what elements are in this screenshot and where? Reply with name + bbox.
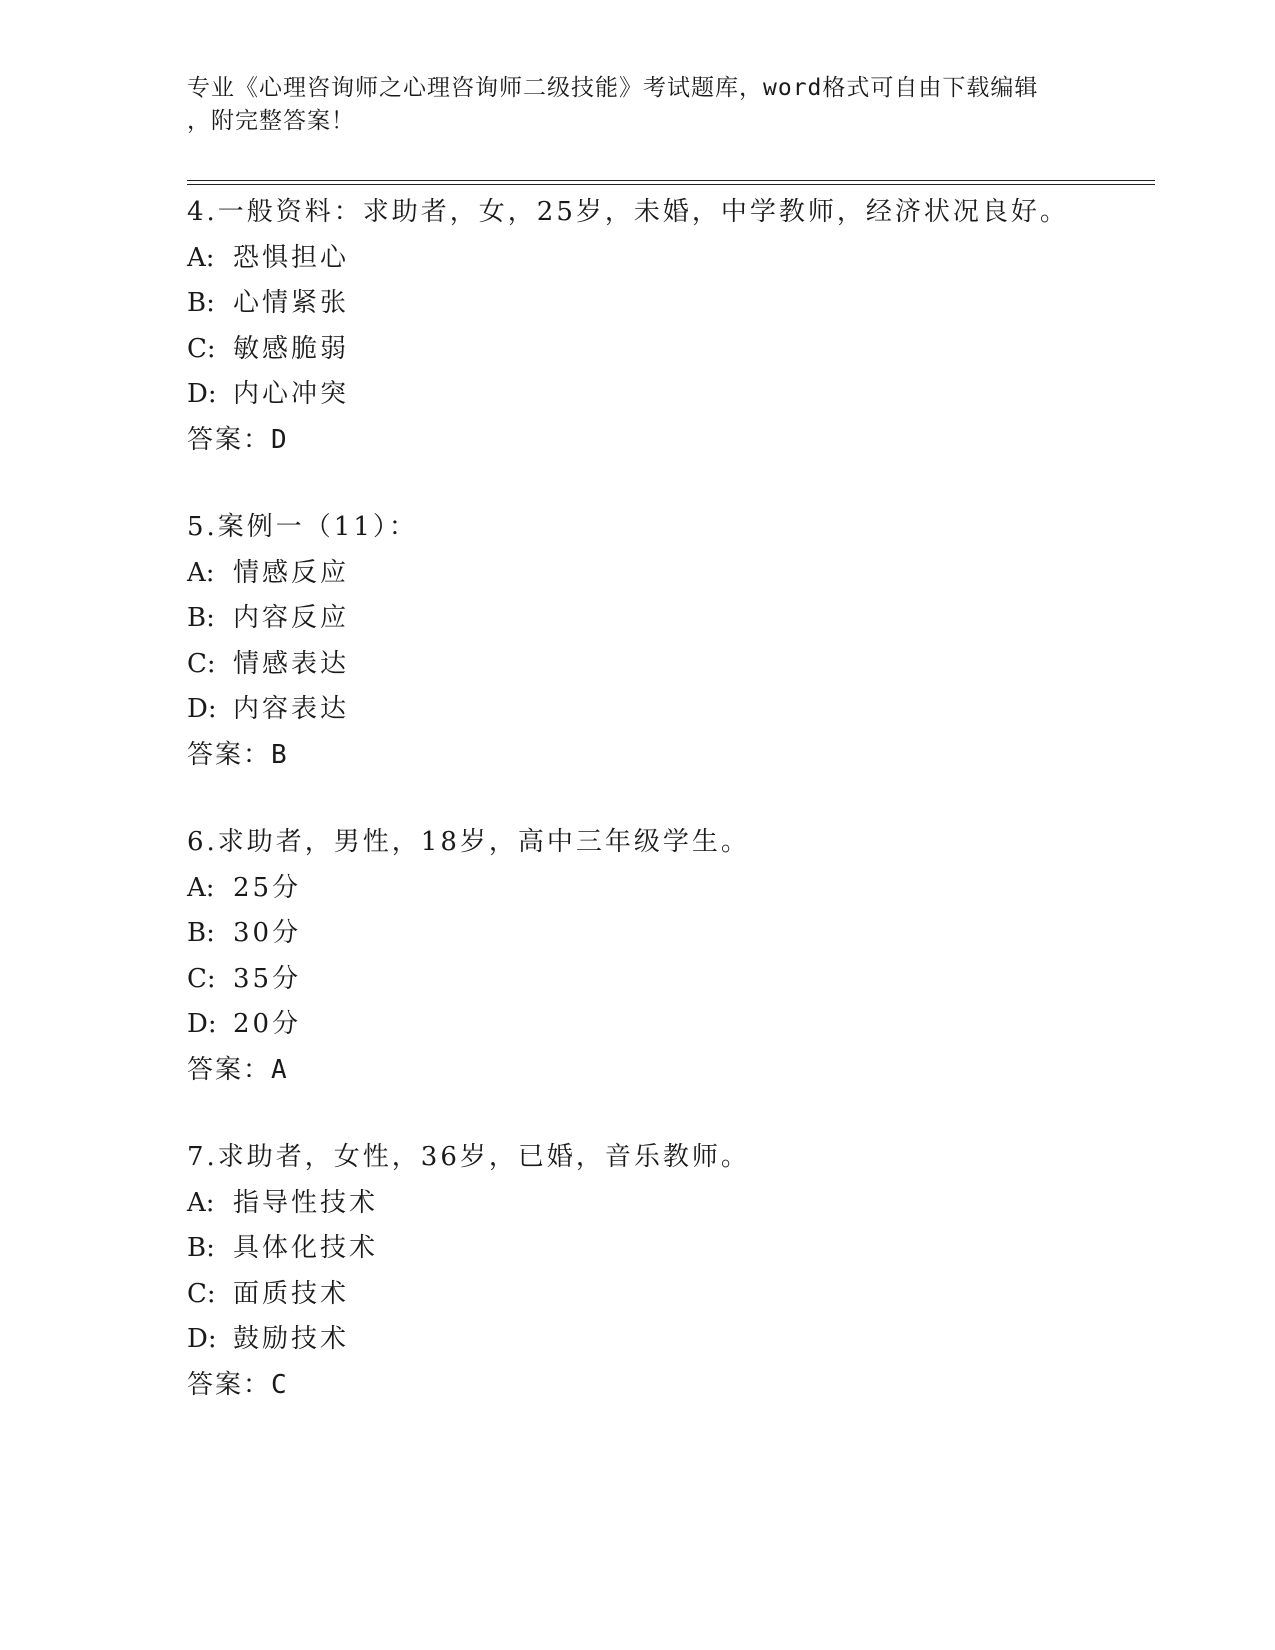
option-a <box>187 866 1147 912</box>
question-4 <box>187 190 1147 463</box>
option-key: C: <box>187 1278 216 1309</box>
option-a <box>187 551 1147 597</box>
option-text: 20分 <box>233 1009 302 1039</box>
option-text: 面质技术 <box>233 1278 350 1309</box>
option-d <box>187 372 1147 418</box>
option-key: D: <box>187 1324 217 1354</box>
option-c <box>187 957 1147 1003</box>
option-key: D: <box>187 379 217 409</box>
option-c <box>187 642 1147 688</box>
option-a <box>187 236 1147 282</box>
option-d <box>187 687 1147 733</box>
option-text: 内容表达 <box>233 694 350 724</box>
option-text: 25分 <box>233 872 302 903</box>
option-key: B: <box>187 1233 215 1263</box>
option-text: 敏感脆弱 <box>233 333 350 364</box>
header-word: word <box>763 75 823 101</box>
option-text: 鼓励技术 <box>233 1324 350 1354</box>
answer-value: C <box>271 1369 289 1400</box>
answer-line <box>187 1363 1147 1409</box>
option-text: 内容反应 <box>233 603 350 633</box>
answer-line <box>187 418 1147 464</box>
option-c <box>187 1272 1147 1318</box>
header-divider-top <box>187 180 1155 181</box>
option-key: C: <box>187 648 216 679</box>
question-stem: 6.求助者，男性，18岁，高中三年级学生。 <box>187 827 750 857</box>
question-stem: 4.一般资料：求助者，女，25岁，未婚，中学教师，经济状况良好。 <box>187 197 1069 227</box>
option-text: 情感表达 <box>233 648 350 679</box>
option-key: B: <box>187 288 215 318</box>
option-text: 心情紧张 <box>233 288 350 318</box>
option-b <box>187 281 1147 327</box>
answer-label: 答案： <box>187 739 272 770</box>
header-suffix: 格式可自由下载编辑 <box>822 75 1039 101</box>
option-d <box>187 1317 1147 1363</box>
option-key: D: <box>187 694 217 724</box>
question-stem: 7.求助者，女性，36岁，已婚，音乐教师。 <box>187 1142 750 1172</box>
answer-line <box>187 733 1147 779</box>
answer-line <box>187 1048 1147 1094</box>
option-text: 具体化技术 <box>233 1233 379 1263</box>
header-prefix: 专业《心理咨询师之心理咨询师二级技能》考试题库， <box>187 75 763 101</box>
option-b <box>187 1226 1147 1272</box>
question-7 <box>187 1135 1147 1408</box>
answer-label: 答案： <box>187 424 272 455</box>
answer-value: B <box>271 739 289 770</box>
option-key: D: <box>187 1009 217 1039</box>
option-key: C: <box>187 333 216 364</box>
document-header <box>187 72 1067 138</box>
option-key: A: <box>187 242 215 273</box>
option-a <box>187 1181 1147 1227</box>
option-key: A: <box>187 1187 215 1218</box>
option-text: 内心冲突 <box>233 379 350 409</box>
answer-label: 答案： <box>187 1369 272 1400</box>
answer-value: D <box>271 424 289 455</box>
option-c <box>187 327 1147 373</box>
option-b <box>187 911 1147 957</box>
option-text: 恐惧担心 <box>233 242 350 273</box>
option-key: B: <box>187 603 215 633</box>
question-stem: 5.案例一（11）： <box>187 512 418 542</box>
option-b <box>187 596 1147 642</box>
answer-label: 答案： <box>187 1054 272 1085</box>
answer-value: A <box>271 1054 289 1085</box>
option-key: B: <box>187 918 215 948</box>
header-line-2: ，附完整答案！ <box>187 108 355 134</box>
header-divider-bottom <box>187 184 1155 185</box>
option-key: C: <box>187 963 216 994</box>
option-key: A: <box>187 557 215 588</box>
option-text: 指导性技术 <box>233 1187 379 1218</box>
option-text: 30分 <box>233 918 302 948</box>
option-text: 35分 <box>233 963 302 994</box>
header-line-1 <box>187 72 1067 105</box>
question-5 <box>187 505 1147 778</box>
option-key: A: <box>187 872 215 903</box>
question-6 <box>187 820 1147 1093</box>
option-text: 情感反应 <box>233 557 350 588</box>
question-list <box>187 190 1147 1450</box>
option-d <box>187 1002 1147 1048</box>
